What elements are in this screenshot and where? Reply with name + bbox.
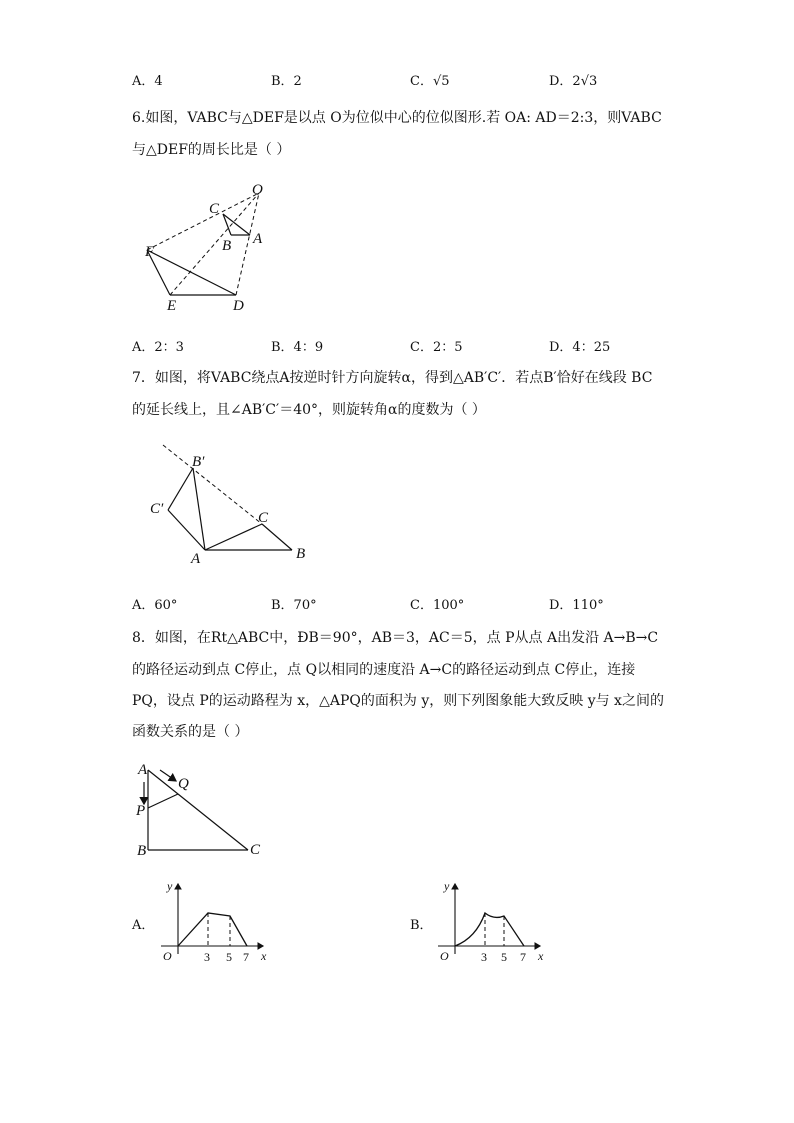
q7-rotation-figure bbox=[140, 438, 320, 568]
q5-option-b: B．2 bbox=[271, 74, 302, 89]
q6-option-c: C．2：5 bbox=[410, 340, 463, 355]
x-axis-label: x bbox=[538, 949, 544, 963]
q7-option-a: A．60° bbox=[132, 598, 178, 613]
tick-3: 3 bbox=[204, 950, 210, 964]
graph-a-curve bbox=[178, 913, 247, 946]
q6-similar-triangles-figure bbox=[140, 178, 280, 318]
q8-graph-b bbox=[432, 878, 552, 968]
q5-option-d: D．2√3 bbox=[549, 74, 598, 89]
label-c: C bbox=[258, 510, 269, 526]
label-c: C bbox=[209, 201, 220, 217]
y-axis-label: y bbox=[167, 879, 173, 893]
tick-5: 5 bbox=[501, 950, 507, 964]
q7-option-d: D．110° bbox=[549, 598, 604, 613]
q6-stem-line1: 6.如图，VABC与△DEF是以点 O为位似中心的位似图形.若 OA: AD＝2:3，则VABC bbox=[132, 110, 662, 126]
label-b: B bbox=[222, 238, 232, 254]
x-axis-label: x bbox=[261, 949, 267, 963]
tick-7: 7 bbox=[243, 950, 249, 964]
q8-graph-a bbox=[155, 878, 275, 968]
q8-option-b-label: B． bbox=[410, 918, 433, 933]
q7-option-c: C．100° bbox=[410, 598, 465, 613]
label-c-prime: C′ bbox=[150, 501, 164, 517]
label-a: A bbox=[253, 231, 263, 247]
label-e: E bbox=[167, 298, 177, 314]
q5-option-c: C．√5 bbox=[410, 74, 450, 89]
q6-option-a: A．2：3 bbox=[132, 340, 184, 355]
q6-stem-line2: 与△DEF的周长比是（ ） bbox=[132, 142, 291, 158]
label-q: Q bbox=[178, 776, 189, 792]
label-a: A bbox=[138, 762, 148, 778]
label-o: O bbox=[252, 182, 263, 198]
q8-option-a-label: A． bbox=[132, 918, 155, 933]
label-d: D bbox=[233, 298, 244, 314]
origin-label: O bbox=[440, 949, 449, 963]
q8-stem-line3: PQ，设点 P的运动路程为 x，△APQ的面积为 y，则下列图象能大致反映 y与 x之间的 bbox=[132, 693, 664, 709]
label-f: F bbox=[145, 244, 155, 260]
origin-label: O bbox=[163, 949, 172, 963]
label-b: B bbox=[296, 546, 306, 562]
tick-5: 5 bbox=[226, 950, 232, 964]
tick-3: 3 bbox=[481, 950, 487, 964]
q7-stem-line1: 7．如图，将VABC绕点A按逆时针方向旋转α，得到△AB′C′．若点B′恰好在线段 BC bbox=[132, 370, 653, 386]
y-axis-label: y bbox=[444, 879, 450, 893]
q8-stem-line1: 8．如图，在Rt△ABC中，ÐB＝90°，AB＝3，AC＝5，点 P从点 A出发沿 A→B→C bbox=[132, 630, 659, 646]
q8-stem-line4: 函数关系的是（ ） bbox=[132, 724, 249, 740]
q5-option-a: A．4 bbox=[132, 74, 163, 89]
label-c: C bbox=[250, 842, 261, 858]
q7-stem-line2: 的延长线上，且∠AB′C′＝40°，则旋转角α的度数为（ ） bbox=[132, 402, 486, 418]
q6-option-d: D．4：25 bbox=[549, 340, 611, 355]
label-p: P bbox=[136, 803, 146, 819]
q8-stem-line2: 的路径运动到点 C停止，点 Q以相同的速度沿 A→C的路径运动到点 C停止，连接 bbox=[132, 662, 636, 678]
arrow-a-to-c bbox=[160, 770, 176, 781]
tick-7: 7 bbox=[520, 950, 526, 964]
q8-right-triangle-figure bbox=[130, 760, 270, 860]
label-b: B bbox=[137, 843, 147, 859]
q6-option-b: B．4：9 bbox=[271, 340, 324, 355]
q7-option-b: B．70° bbox=[271, 598, 317, 613]
label-a: A bbox=[191, 551, 201, 567]
label-b-prime: B′ bbox=[192, 454, 205, 470]
graph-b-curve bbox=[455, 913, 524, 946]
